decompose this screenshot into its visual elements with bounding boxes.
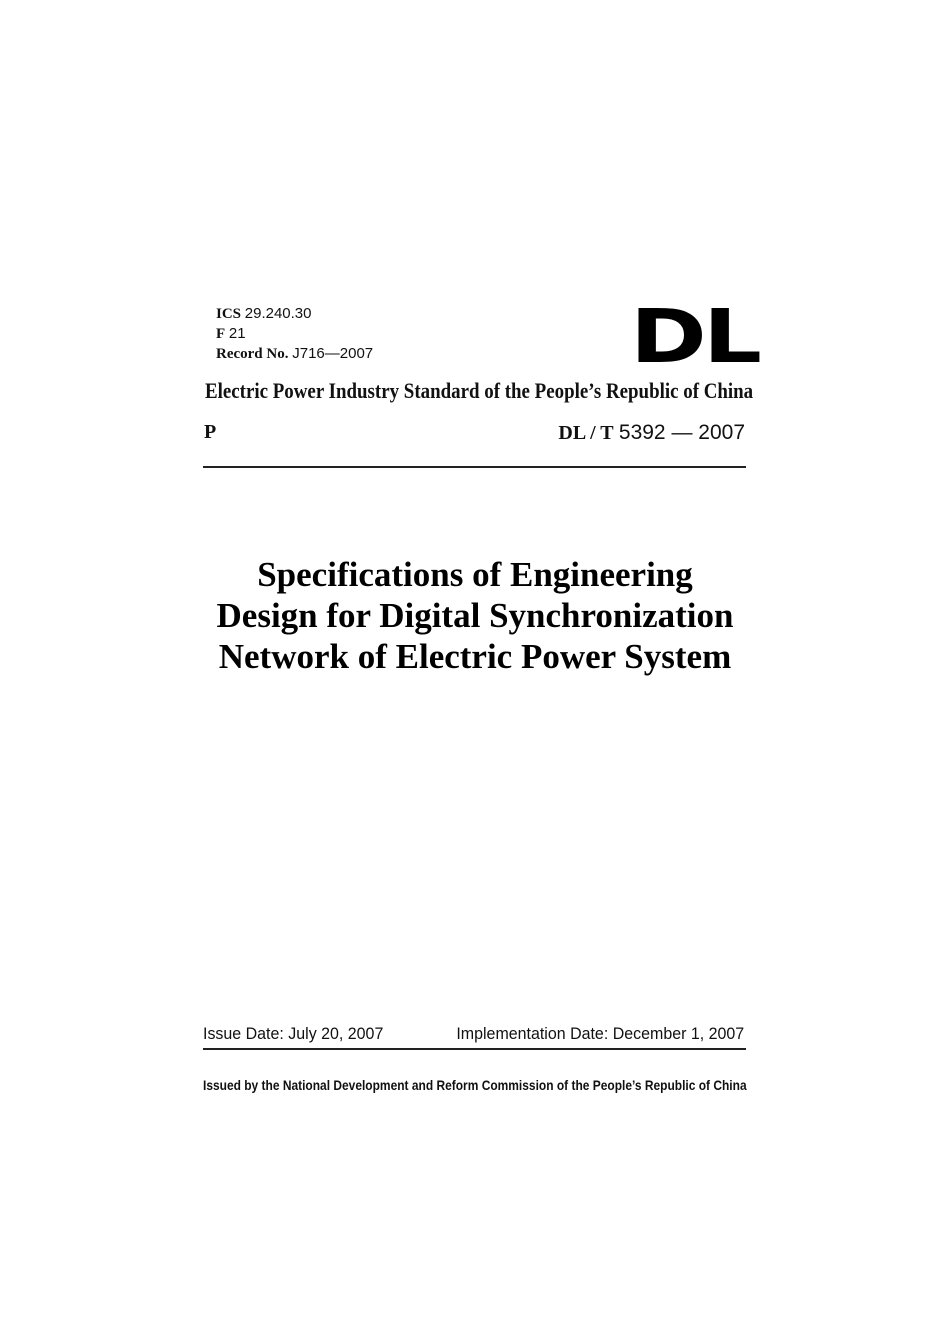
ccs-value: 21 bbox=[228, 325, 246, 342]
record-number bbox=[216, 344, 373, 364]
issuing-authority-heading: Electric Power Industry Standard of the People’s Republic of China bbox=[205, 378, 754, 403]
title-line: Network of Electric Power System bbox=[218, 637, 732, 676]
record-value: J716—2007 bbox=[292, 345, 374, 362]
standard-prefix: DL / T bbox=[558, 422, 614, 444]
ccs-label: F bbox=[216, 326, 226, 342]
title-line: Specifications of Engineering bbox=[257, 555, 693, 594]
standard-code: 5392 — 2007 bbox=[618, 421, 745, 444]
implementation-date: Implementation Date: December 1, 2007 bbox=[456, 1024, 744, 1043]
footer-divider bbox=[203, 1048, 746, 1050]
ics-code bbox=[216, 304, 373, 324]
document-title bbox=[175, 554, 775, 677]
issuer-statement: Issued by the National Development and Reform Commission of the People’s Republic of China bbox=[203, 1077, 747, 1093]
dl-logo: DL bbox=[630, 294, 759, 380]
title-line: Design for Digital Synchronization bbox=[216, 596, 734, 635]
standard-number bbox=[558, 420, 745, 445]
classification-code: P bbox=[204, 421, 217, 443]
ics-value: 29.240.30 bbox=[244, 305, 312, 322]
ics-label: ICS bbox=[216, 306, 242, 322]
record-label: Record No. bbox=[216, 346, 289, 362]
header-divider bbox=[203, 466, 746, 468]
standard-metadata bbox=[216, 304, 373, 364]
issue-date: Issue Date: July 20, 2007 bbox=[203, 1024, 384, 1043]
ccs-code bbox=[216, 324, 373, 344]
